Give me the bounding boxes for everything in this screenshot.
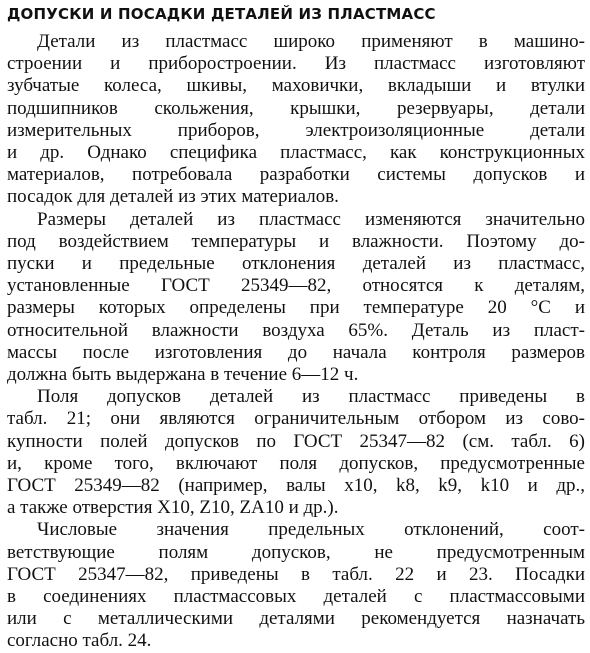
text-line: массы после изготовления до начала контроля размеров [7, 341, 585, 363]
paragraph-intro [7, 31, 585, 209]
text-line: должна быть выдержана в течение 6—12 ч. [7, 364, 359, 386]
paragraph-dimensions [7, 209, 585, 387]
text-line: и, кроме того, включают поля допусков, предусмотренные [7, 452, 585, 474]
text-line: пуски и предельные отклонения деталей из пластмасс, [7, 253, 585, 275]
text-line: под воздействием температуры и влажности. Поэтому до- [7, 230, 585, 252]
text-line: Детали из пластмасс широко применяют в машино- [37, 31, 585, 52]
document-page [7, 4, 585, 653]
text-line: размеры которых определены при температуре 20 °С и [7, 297, 585, 319]
text-line: ветствующие полям допусков, не предусмотренным [7, 541, 585, 563]
text-line: посадок для деталей из этих материалов. [7, 186, 339, 208]
text-line: подшипников скольжения, крышки, резервуары, детали [7, 97, 585, 119]
text-line: Числовые значения предельных отклонений, соот- [37, 519, 585, 541]
text-line: зубчатые колеса, шкивы, маховички, вкладыши и втулки [7, 75, 585, 97]
text-line: а также отверстия X10, Z10, ZA10 и др.). [7, 497, 339, 519]
section-heading: ДОПУСКИ И ПОСАДКИ ДЕТАЛЕЙ ИЗ ПЛАСТМАСС [7, 5, 436, 23]
paragraph-tolerance-fields [7, 386, 585, 519]
text-line: Поля допусков деталей из пластмасс приведены в [37, 386, 585, 408]
text-line: купности полей допусков по ГОСТ 25347—82 (см. табл. 6) [7, 430, 585, 452]
text-line: установленные ГОСТ 25349—82, относятся к деталям, [7, 275, 585, 297]
text-line: ГОСТ 25347—82, приведены в табл. 22 и 23. Посадки [7, 563, 585, 585]
text-line: и др. Однако специфика пластмасс, как конструкционных [7, 142, 585, 164]
text-line: материалов, потребовала разработки системы допусков и [7, 164, 585, 186]
text-line: строении и приборостроении. Из пластмасс изготовляют [7, 53, 585, 75]
text-line: или с металлическими деталями рекомендуется назначать [7, 608, 585, 630]
text-line: в соединениях пластмассовых деталей с пластмассовыми [7, 586, 585, 608]
text-line: табл. 21; они являются ограничительным отбором из сово- [7, 408, 585, 430]
text-line: относительной влажности воздуха 65%. Деталь из пласт- [7, 319, 585, 341]
paragraph-numeric-values [7, 519, 585, 652]
text-line: согласно табл. 24. [7, 630, 152, 652]
text-line: Размеры деталей из пластмасс изменяются значительно [37, 208, 585, 230]
text-line: измерительных приборов, электроизоляционные детали [7, 119, 585, 141]
text-line: ГОСТ 25349—82 (например, валы x10, k8, k9, k10 и др., [7, 475, 585, 497]
